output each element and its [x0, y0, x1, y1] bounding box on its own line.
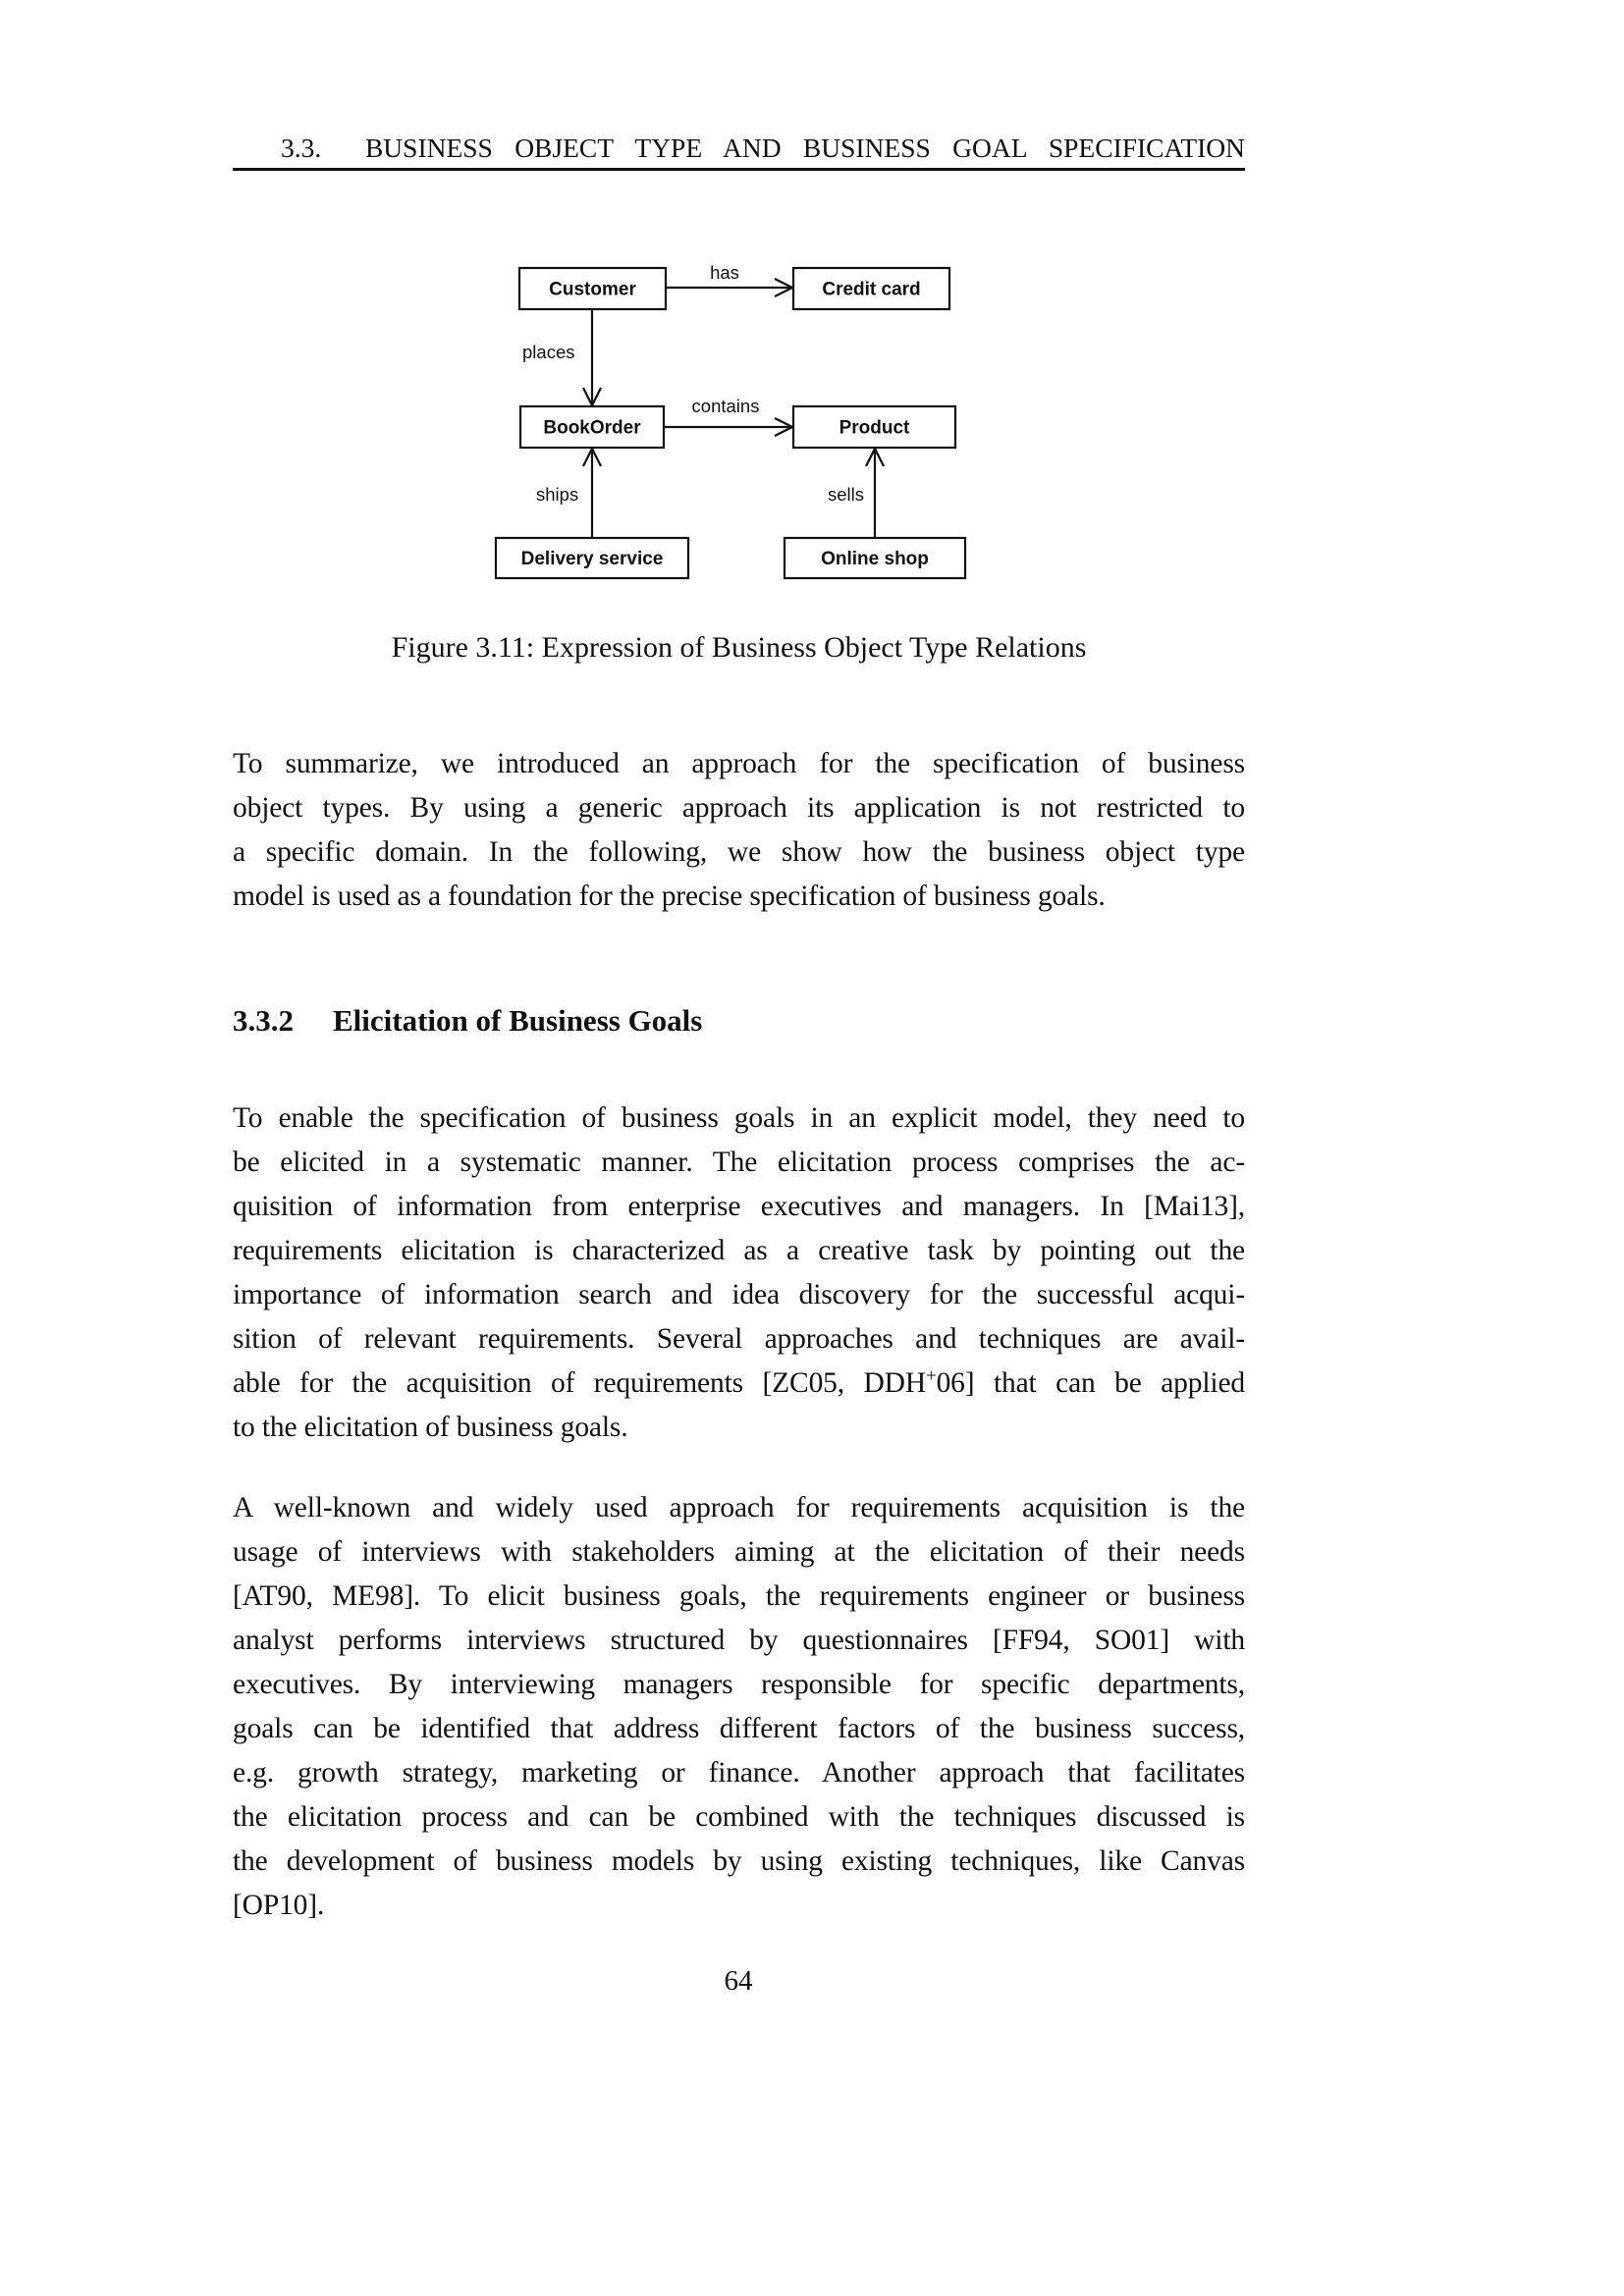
edge-ships: [536, 449, 601, 538]
text-segment: 06] that can be applied: [936, 1367, 1245, 1399]
node-online-shop-label: Online shop: [821, 549, 929, 569]
node-credit-card-label: Credit card: [822, 279, 921, 300]
node-product-label: Product: [839, 417, 910, 439]
superscript: +: [925, 1365, 937, 1387]
page-number: 64: [724, 1965, 753, 1997]
edge-sells: [828, 449, 884, 538]
edge-places: [522, 309, 601, 405]
text-line: goals can be identified that address different factors of the business success,: [233, 1713, 1245, 1744]
text-line: A well-known and widely used approach for requirements acquisition is the: [233, 1492, 1245, 1523]
edge-label-contains: contains: [691, 396, 760, 416]
text-segment: able for the acquisition of requirements [ZC05, DDH: [233, 1367, 926, 1399]
edge-label-ships: ships: [536, 484, 579, 505]
edge-label-places: places: [522, 342, 575, 362]
paragraph-summary: [233, 742, 1245, 919]
edge-contains: [664, 396, 792, 436]
text-line: model is used as a foundation for the precise specification of business goals.: [233, 881, 1106, 912]
node-customer: [519, 268, 666, 309]
node-delivery-service: [496, 538, 688, 578]
text-line: e.g. growth strategy, marketing or finance. Another approach that facilitates: [233, 1757, 1245, 1789]
business-object-diagram: [0, 0, 1624, 687]
text-line: be elicited in a systematic manner. The elicitation process comprises the ac-: [233, 1147, 1245, 1178]
text-line: object types. By using a generic approach its application is not restricted to: [233, 792, 1245, 824]
text-line: [233, 1362, 1245, 1406]
figure-caption: Figure 3.11: Expression of Business Object Type Relations: [391, 631, 1087, 664]
node-book-order: [520, 406, 664, 448]
text-line: [AT90, ME98]. To elicit business goals, the requirements engineer or business: [233, 1580, 1245, 1612]
section-number: 3.3.2: [233, 1003, 294, 1038]
text-line: a specific domain. In the following, we show how the business object type: [233, 836, 1245, 868]
text-line: quisition of information from enterprise executives and managers. In [Mai13],: [233, 1191, 1245, 1222]
running-header-title: BUSINESS OBJECT TYPE AND BUSINESS GOAL SPECIFICATION: [364, 133, 1246, 163]
text-line: usage of interviews with stakeholders aiming at the elicitation of their needs: [233, 1536, 1245, 1568]
paragraph-interviews: [233, 1486, 1245, 1928]
text-line: executives. By interviewing managers responsible for specific departments,: [233, 1669, 1245, 1700]
text-line: To summarize, we introduced an approach for the specification of business: [233, 748, 1245, 779]
edge-label-has: has: [710, 262, 739, 283]
text-line: analyst performs interviews structured by questionnaires [FF94, SO01] with: [233, 1625, 1245, 1656]
text-line: to the elicitation of business goals.: [233, 1412, 628, 1443]
node-delivery-service-label: Delivery service: [520, 549, 664, 569]
node-book-order-label: BookOrder: [543, 417, 641, 439]
node-product: [793, 406, 955, 448]
edge-label-sells: sells: [828, 484, 865, 505]
edge-has: [666, 262, 792, 296]
node-customer-label: Customer: [549, 279, 636, 300]
node-credit-card: [793, 268, 949, 309]
text-line: requirements elicitation is characterized as a creative task by pointing out the: [233, 1235, 1245, 1266]
text-line: the elicitation process and can be combined with the techniques discussed is: [233, 1801, 1245, 1833]
text-line: [OP10].: [233, 1890, 325, 1921]
running-header-section-number: 3.3.: [281, 133, 322, 163]
node-online-shop: [785, 538, 965, 578]
text-line: sition of relevant requirements. Several approaches and techniques are avail-: [233, 1323, 1245, 1355]
text-line: the development of business models by using existing techniques, like Canvas: [233, 1845, 1245, 1877]
section-title: Elicitation of Business Goals: [333, 1003, 703, 1038]
text-line: To enable the specification of business goals in an explicit model, they need to: [233, 1102, 1245, 1134]
text-line: importance of information search and idea discovery for the successful acqui-: [233, 1279, 1245, 1310]
paragraph-elicitation: [233, 1096, 1245, 1450]
